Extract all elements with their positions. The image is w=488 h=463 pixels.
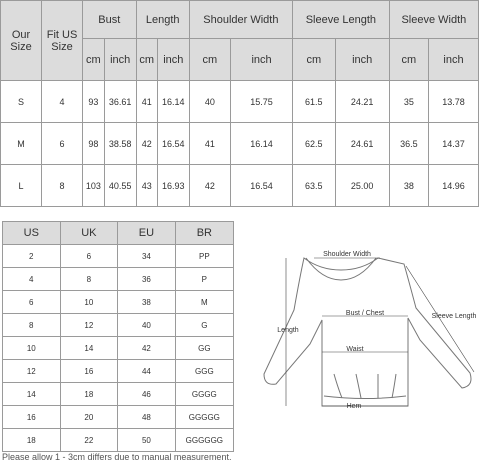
conversion-cell: PP: [175, 245, 233, 268]
unit-header: inch: [335, 39, 389, 81]
measurement-note: Please allow 1 - 3cm differs due to manual measurement.: [2, 452, 232, 462]
size-conversion-table: [2, 221, 234, 452]
size-cell: 16.54: [231, 165, 293, 207]
size-cell: 93: [83, 81, 105, 123]
conversion-cell: 10: [3, 337, 61, 360]
size-cell: 61.5: [293, 81, 336, 123]
conversion-cell: P: [175, 268, 233, 291]
size-cell: M: [1, 123, 42, 165]
unit-header: inch: [104, 39, 136, 81]
size-cell: 8: [42, 165, 83, 207]
header-fit-us-size: Fit US Size: [42, 1, 83, 81]
conversion-cell: 42: [118, 337, 176, 360]
shirt-measurement-diagram: [244, 248, 484, 416]
size-cell: 41: [136, 81, 157, 123]
conversion-row: [3, 314, 234, 337]
size-cell: 43: [136, 165, 157, 207]
header-shoulder-width: Shoulder Width: [189, 1, 292, 39]
conversion-cell: 38: [118, 291, 176, 314]
size-cell: 42: [189, 165, 230, 207]
size-cell: 103: [83, 165, 105, 207]
size-cell: 16.14: [157, 81, 189, 123]
size-cell: L: [1, 165, 42, 207]
size-row: [1, 81, 479, 123]
conversion-cell: 6: [3, 291, 61, 314]
size-chart-table: [0, 0, 479, 207]
conversion-cell: 20: [60, 406, 118, 429]
size-cell: 15.75: [231, 81, 293, 123]
conversion-cell: 36: [118, 268, 176, 291]
size-cell: 24.21: [335, 81, 389, 123]
conversion-cell: G: [175, 314, 233, 337]
conversion-row: [3, 383, 234, 406]
header-sleeve-width: Sleeve Width: [389, 1, 478, 39]
conversion-cell: 18: [3, 429, 61, 452]
size-cell: 6: [42, 123, 83, 165]
conversion-cell: 22: [60, 429, 118, 452]
conversion-row: [3, 429, 234, 452]
size-cell: 42: [136, 123, 157, 165]
conversion-cell: 44: [118, 360, 176, 383]
label-waist: Waist: [346, 346, 364, 353]
size-cell: 24.61: [335, 123, 389, 165]
conversion-cell: 18: [60, 383, 118, 406]
unit-header: cm: [189, 39, 230, 81]
header-our-size: Our Size: [1, 1, 42, 81]
size-row: [1, 165, 479, 207]
size-cell: 25.00: [335, 165, 389, 207]
conversion-cell: 46: [118, 383, 176, 406]
unit-header: inch: [157, 39, 189, 81]
unit-header: inch: [231, 39, 293, 81]
conversion-cell: GGGGG: [175, 406, 233, 429]
size-cell: 41: [189, 123, 230, 165]
size-cell: 36.61: [104, 81, 136, 123]
size-cell: 36.5: [389, 123, 428, 165]
conversion-cell: 12: [3, 360, 61, 383]
conversion-cell: 8: [60, 268, 118, 291]
size-cell: 16.54: [157, 123, 189, 165]
conversion-cell: 40: [118, 314, 176, 337]
conversion-cell: M: [175, 291, 233, 314]
conversion-cell: 8: [3, 314, 61, 337]
size-cell: 13.78: [429, 81, 479, 123]
size-cell: 35: [389, 81, 428, 123]
conversion-cell: 14: [60, 337, 118, 360]
size-cell: 16.93: [157, 165, 189, 207]
conversion-cell: 4: [3, 268, 61, 291]
measure-lines: [286, 258, 474, 406]
header-br: BR: [175, 222, 233, 245]
conversion-cell: GG: [175, 337, 233, 360]
conversion-cell: 10: [60, 291, 118, 314]
conversion-cell: 2: [3, 245, 61, 268]
size-cell: 4: [42, 81, 83, 123]
unit-header: inch: [429, 39, 479, 81]
conversion-cell: 14: [3, 383, 61, 406]
label-bust-chest: Bust / Chest: [345, 310, 385, 317]
size-cell: 14.37: [429, 123, 479, 165]
unit-header: cm: [136, 39, 157, 81]
conversion-cell: GGGGGG: [175, 429, 233, 452]
conversion-cell: 12: [60, 314, 118, 337]
label-length: Length: [277, 327, 299, 334]
size-cell: 62.5: [293, 123, 336, 165]
conversion-cell: GGGG: [175, 383, 233, 406]
conversion-cell: 16: [60, 360, 118, 383]
size-cell: 63.5: [293, 165, 336, 207]
conversion-cell: 16: [3, 406, 61, 429]
header-length: Length: [136, 1, 189, 39]
size-cell: 38.58: [104, 123, 136, 165]
size-cell: S: [1, 81, 42, 123]
conversion-row: [3, 337, 234, 360]
unit-header: cm: [389, 39, 428, 81]
size-cell: 98: [83, 123, 105, 165]
size-cell: 14.96: [429, 165, 479, 207]
conversion-row: [3, 291, 234, 314]
conversion-row: [3, 406, 234, 429]
size-row: [1, 123, 479, 165]
label-sleeve-length: Sleeve Length: [431, 313, 477, 320]
conversion-row: [3, 268, 234, 291]
header-bust: Bust: [83, 1, 137, 39]
label-hem: Hem: [346, 403, 362, 410]
header-us: US: [3, 222, 61, 245]
unit-header: cm: [83, 39, 105, 81]
label-shoulder-width: Shoulder Width: [323, 251, 371, 258]
size-cell: 38: [389, 165, 428, 207]
conversion-cell: 50: [118, 429, 176, 452]
size-cell: 40.55: [104, 165, 136, 207]
conversion-row: [3, 360, 234, 383]
size-cell: 16.14: [231, 123, 293, 165]
conversion-cell: 34: [118, 245, 176, 268]
conversion-cell: 6: [60, 245, 118, 268]
conversion-cell: GGG: [175, 360, 233, 383]
conversion-cell: 48: [118, 406, 176, 429]
size-cell: 40: [189, 81, 230, 123]
unit-header: cm: [293, 39, 336, 81]
header-sleeve-length: Sleeve Length: [293, 1, 390, 39]
header-uk: UK: [60, 222, 118, 245]
header-eu: EU: [118, 222, 176, 245]
conversion-row: [3, 245, 234, 268]
